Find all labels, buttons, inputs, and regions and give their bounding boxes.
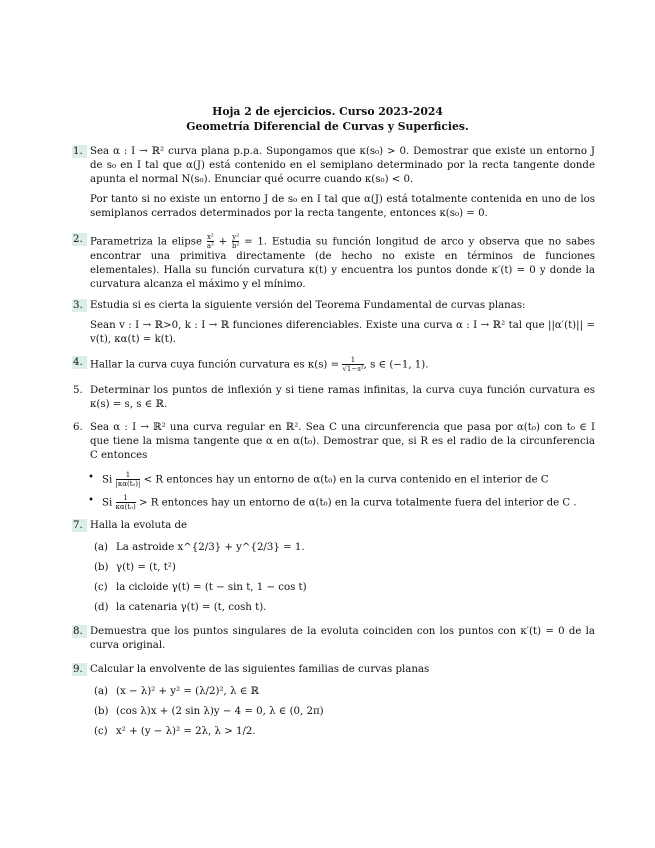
sub-text: x² + (y − λ)² = 2λ, λ > 1/2. xyxy=(116,725,256,737)
text-segment: Si xyxy=(102,474,113,486)
sub-item xyxy=(94,601,595,615)
text-segment: < R entonces hay un entorno de α(t₀) en la curva contenido en el interior de C xyxy=(143,474,549,486)
fraction-numerator: x² xyxy=(206,233,214,241)
fraction-numerator: y² xyxy=(232,233,240,241)
sub-text: la catenaria γ(t) = (t, cosh t). xyxy=(116,601,267,613)
sub-text: γ(t) = (t, t²) xyxy=(116,561,176,573)
document-title xyxy=(0,104,655,134)
fraction-denominator: b² xyxy=(231,242,240,250)
text-segment: = 1. Estudia su función longitud de arco y observa que no sabes encontrar una primitiva directamente (de hecho no existe en términos de funciones elementales). Halla su función curvatura κ(t) y encuentra los puntos donde κ′(t) = 0 y donde la curvatura alcanza el máximo y el mínimo. xyxy=(90,236,595,290)
exercise-text: Determinar los puntos de inflexión y si tiene ramas infinitas, la curva cuya función curvatura es κ(s) = s, s ∈ ℝ. xyxy=(90,385,595,410)
fraction-numerator: 1 xyxy=(125,470,131,479)
exercise-6 xyxy=(72,421,595,511)
exercise-text: Calcular la envolvente de las siguientes familias de curvas planas xyxy=(90,664,430,675)
exercise-number: 1. xyxy=(72,145,87,158)
text-segment: Parametriza la elipse xyxy=(90,236,203,248)
exercise-text: Estudia si es cierta la siguiente versión del Teorema Fundamental de curvas planas: xyxy=(90,300,526,311)
exercise-paragraph: Por tanto si no existe un entorno J de s₀ en I tal que α(J) está totalmente contenida en uno de los semiplanos cerrados determinados por la recta tangente, entonces κ(s₀) = 0. xyxy=(90,193,595,219)
fraction xyxy=(342,356,363,373)
exercise-text: Sea α : I → ℝ² una curva regular en ℝ². Sea C una circunferencia que pasa por α(t₀) con t₀ ∈ I que tiene la misma tangente que α en α(t₀). Demostrar que, si R es el radio de la circunferencia C entonces xyxy=(90,422,595,461)
sub-label: (a) xyxy=(94,541,109,553)
sub-text: (x − λ)² + y² = (λ/2)², λ ∈ ℝ xyxy=(116,685,259,697)
sub-item xyxy=(94,705,595,719)
exercise-number: 2. xyxy=(72,233,87,246)
sub-label: (d) xyxy=(94,601,109,613)
sub-label: (a) xyxy=(94,685,109,697)
exercise-text: Sea α : I → ℝ² curva plana p.p.a. Supongamos que κ(s₀) > 0. Demostrar que existe un entorno J de s₀ en I tal que α(J) está contenido en el semiplano determinado por la recta tangente donde apunta el normal N(s₀). Enunciar qué ocurre cuando κ(s₀) < 0. xyxy=(90,146,595,185)
exercise-text: Halla la evoluta de xyxy=(90,520,188,531)
title-line-2: Geometría Diferencial de Curvas y Superficies. xyxy=(186,120,469,133)
exercise-3 xyxy=(72,299,595,347)
fraction-denominator: κα(t₀) xyxy=(115,502,136,511)
text-segment: > R entonces hay un entorno de α(t₀) en la curva totalmente fuera del interior de C . xyxy=(138,497,577,509)
exercise-number: 7. xyxy=(72,519,87,532)
exercise-text: Demuestra que los puntos singulares de la evoluta coinciden con los puntos con κ′(t) = 0 de la curva original. xyxy=(90,626,595,651)
fraction xyxy=(116,471,141,488)
exercise-number: 9. xyxy=(72,663,87,676)
exercise-paragraph: Sean v : I → ℝ>0, k : I → ℝ funciones diferenciables. Existe una curva α : I → ℝ² tal que ||α′(t)|| = v(t), κα(t) = k(t). xyxy=(90,319,595,345)
fraction-numerator: 1 xyxy=(123,493,128,502)
exercise-9 xyxy=(72,663,595,739)
sub-item xyxy=(94,581,595,595)
sub-text: (cos λ)x + (2 sin λ)y − 4 = 0, λ ∈ (0, 2π) xyxy=(116,705,324,717)
title-line-1: Hoja 2 de ejercicios. Curso 2023-2024 xyxy=(212,105,443,118)
exercise-number: 8. xyxy=(72,625,87,638)
fraction-numerator: 1 xyxy=(350,356,356,364)
sub-item xyxy=(94,561,595,575)
sub-label: (c) xyxy=(94,725,108,737)
bullet-item xyxy=(88,470,595,488)
text-segment: Hallar la curva cuya función curvatura es κ(s) = xyxy=(90,359,340,371)
exercise-8 xyxy=(72,625,595,653)
sub-label: (b) xyxy=(94,561,109,573)
exercise-5 xyxy=(72,384,595,412)
exercise-4 xyxy=(72,356,595,373)
exercise-1 xyxy=(72,145,595,220)
fraction-denominator: |κα(t₀)| xyxy=(115,479,141,488)
sub-text: la cicloide γ(t) = (t − sin t, 1 − cos t) xyxy=(116,581,307,593)
exercise-7 xyxy=(72,519,595,614)
bullet-item xyxy=(88,493,595,511)
bullet-dot: • xyxy=(88,494,95,506)
fraction xyxy=(116,494,136,511)
exercise-text: Parametriza la elipse $\frac{\text{x²}}{\text{a²}}$ + $\frac{\text{y²}}{\text{b²}}$ = 1. Estudia su función longitud de arco y observa que no sabes encontrar una primitiva directamente (de hecho no existe en términos de funciones elementales). Halla su función curvatura κ(t) y encuentra los puntos donde κ′(t) = 0 y donde la curvatura alcanza el máximo y el mínimo. xyxy=(90,233,595,290)
fraction-denominator: √1−s² xyxy=(342,365,364,373)
sub-item xyxy=(94,685,595,699)
sub-label: (b) xyxy=(94,705,109,717)
exercise-2 xyxy=(72,233,595,292)
exercise-number: 4. xyxy=(72,356,87,369)
sub-item xyxy=(94,541,595,555)
sub-text: La astroide x^{2/3} + y^{2/3} = 1. xyxy=(116,541,305,553)
bullet-dot: • xyxy=(88,471,95,483)
fraction xyxy=(207,233,214,250)
exercise-text xyxy=(90,356,595,373)
text-segment: , s ∈ (−1, 1). xyxy=(363,359,429,371)
exercise-number: 6. xyxy=(73,422,83,433)
exercise-number: 5. xyxy=(73,385,83,396)
text-segment: Si xyxy=(102,497,113,509)
sub-label: (c) xyxy=(94,581,108,593)
sub-item xyxy=(94,725,595,739)
fraction-denominator: a² xyxy=(206,242,214,250)
exercise-number: 3. xyxy=(72,299,87,312)
fraction xyxy=(232,233,239,250)
